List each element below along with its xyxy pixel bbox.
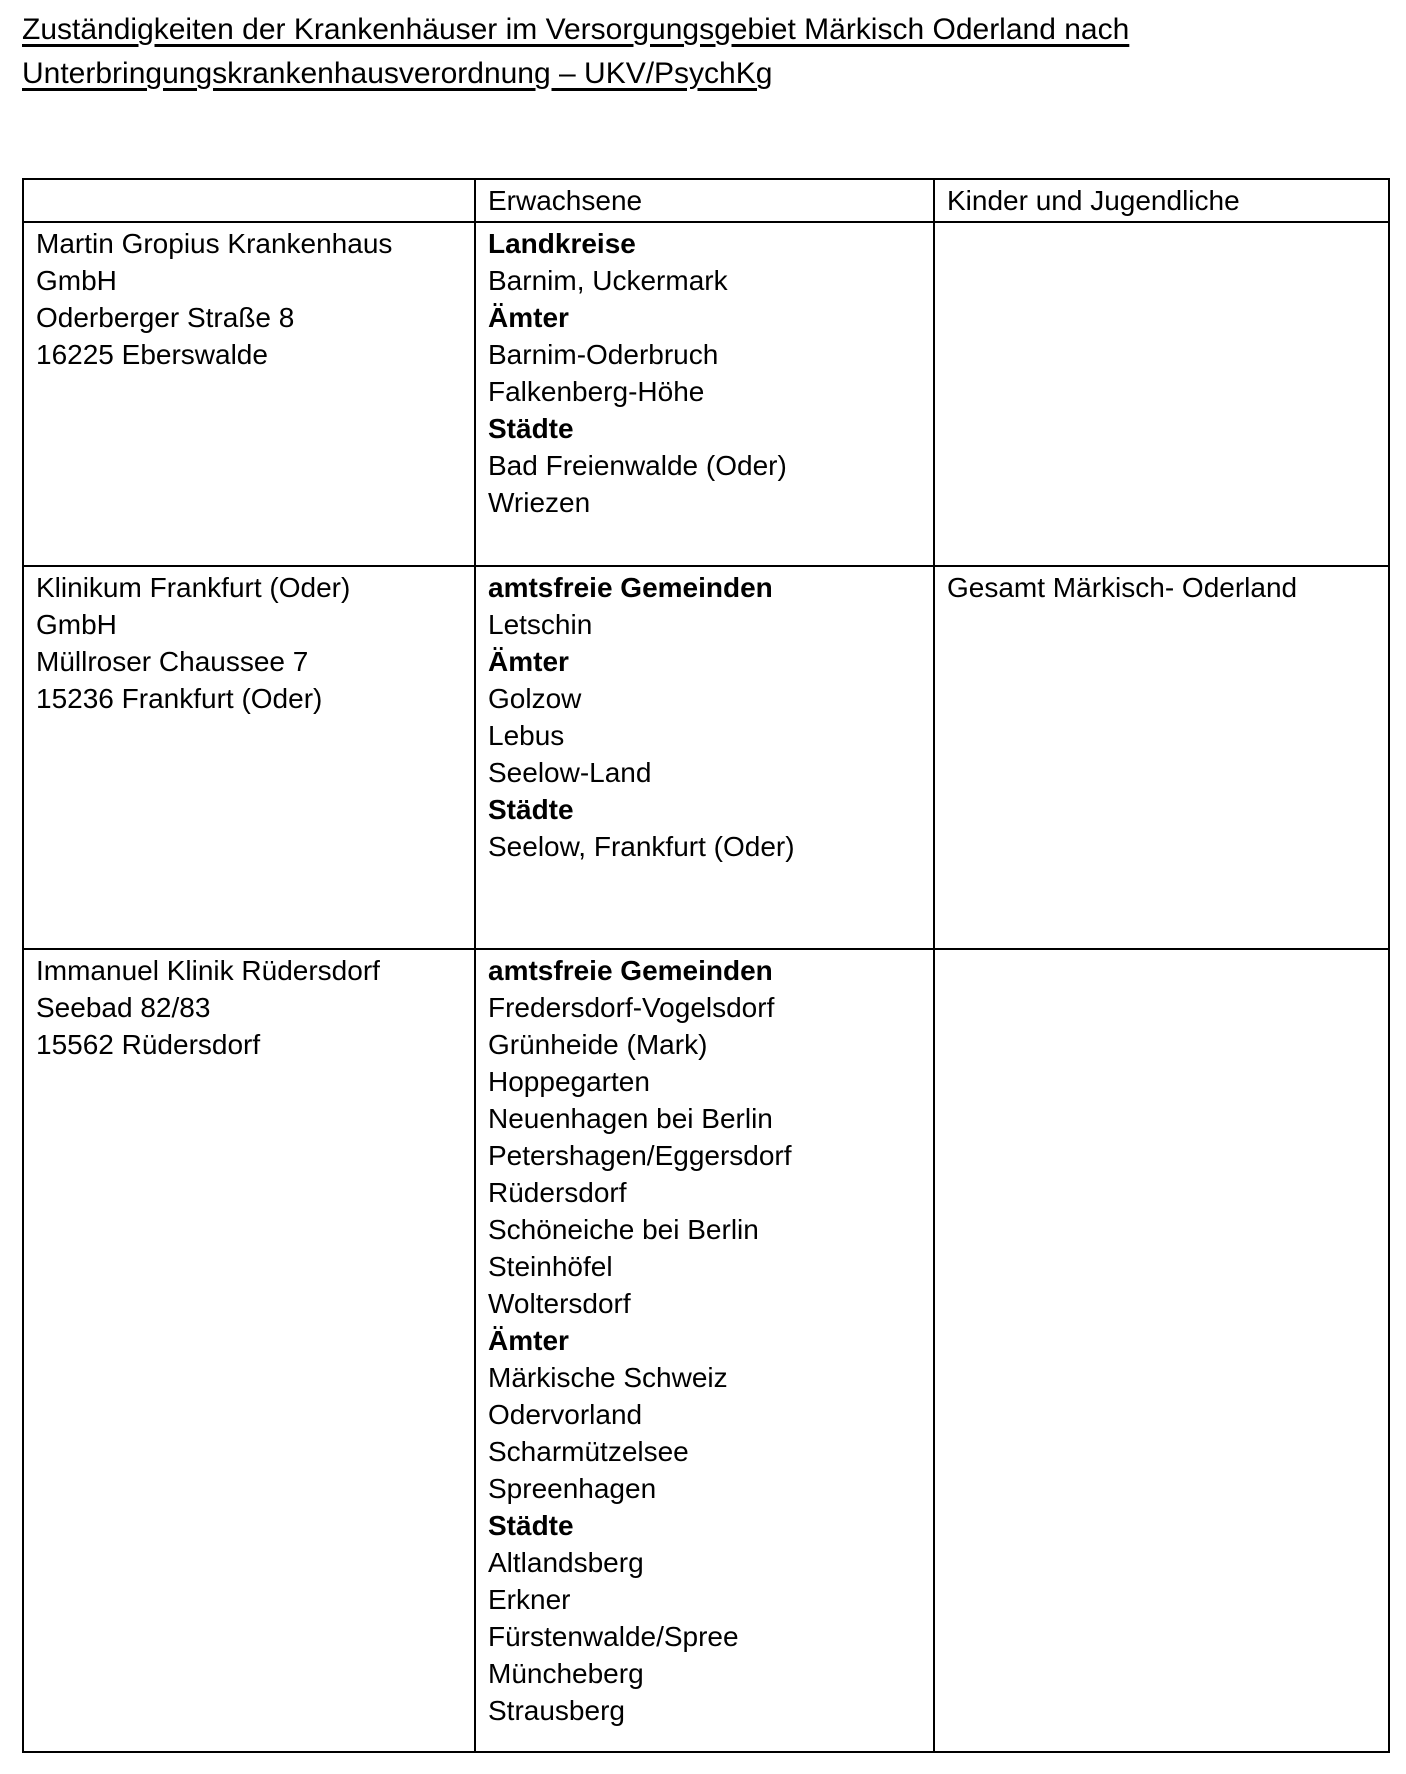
cell-line: Seelow-Land: [488, 757, 652, 788]
cell-line: Klinikum Frankfurt (Oder): [36, 572, 351, 603]
table-row-klinikum-frankfurt: [23, 566, 1389, 949]
cell-line: Woltersdorf: [488, 1288, 631, 1319]
cell-line: Seelow, Frankfurt (Oder): [488, 831, 795, 862]
cell-line: Müncheberg: [488, 1658, 644, 1689]
cell-line: Wriezen: [488, 487, 591, 518]
cell-line: GmbH: [36, 265, 117, 296]
cell-line: Strausberg: [488, 1695, 625, 1726]
cell-line: Schöneiche bei Berlin: [488, 1214, 759, 1245]
cell-line: Letschin: [488, 609, 593, 640]
cell-line: Hoppegarten: [488, 1066, 650, 1097]
cell-line: Martin Gropius Krankenhaus: [36, 228, 393, 259]
table-header-row: [23, 179, 1389, 222]
cell-line: Spreenhagen: [488, 1473, 657, 1504]
cell-line: amtsfreie Gemeinden: [488, 572, 773, 603]
cell-line: Städte: [488, 1510, 574, 1541]
cell-line: Immanuel Klinik Rüdersdorf: [36, 955, 380, 986]
cell-line: Petershagen/Eggersdorf: [488, 1140, 792, 1171]
cell-line: Fredersdorf-Vogelsdorf: [488, 992, 775, 1023]
cell-line: Müllroser Chaussee 7: [36, 646, 309, 677]
table-row-martin-gropius: [23, 222, 1389, 566]
cell-line: Golzow: [488, 683, 582, 714]
header-cell-kinder-und-jugendliche: Kinder und Jugendliche: [934, 179, 1389, 222]
erwachsene-cell: [475, 566, 934, 949]
cell-line: Landkreise: [488, 228, 636, 259]
cell-line: Falkenberg-Höhe: [488, 376, 705, 407]
cell-line: Neuenhagen bei Berlin: [488, 1103, 773, 1134]
erwachsene-cell: [475, 949, 934, 1752]
erwachsene-cell: [475, 222, 934, 566]
kinder-und-jugendliche-cell: [934, 566, 1389, 949]
hospital-address-cell: [23, 222, 475, 566]
cell-line: Märkische Schweiz: [488, 1362, 728, 1393]
hospital-address-cell: [23, 949, 475, 1752]
cell-line: Grünheide (Mark): [488, 1029, 708, 1060]
cell-line: Bad Freienwalde (Oder): [488, 450, 787, 481]
cell-line: Oderberger Straße 8: [36, 302, 295, 333]
document-title-line-2: Unterbringungskrankenhausverordnung – UKV/PsychKg: [22, 57, 773, 90]
cell-line: Rüdersdorf: [488, 1177, 627, 1208]
cell-line: Altlandsberg: [488, 1547, 644, 1578]
cell-line: Barnim-Oderbruch: [488, 339, 719, 370]
header-cell-hospital: [23, 179, 475, 222]
cell-line: Seebad 82/83: [36, 992, 211, 1023]
cell-line: Ämter: [488, 302, 569, 333]
cell-line: Städte: [488, 794, 574, 825]
document-title-line-1: Zuständigkeiten der Krankenhäuser im Versorgungsgebiet Märkisch Oderland nach: [22, 13, 1130, 46]
cell-line: Gesamt Märkisch- Oderland: [947, 572, 1298, 603]
header-cell-erwachsene: Erwachsene: [475, 179, 934, 222]
kinder-und-jugendliche-cell: [934, 222, 1389, 566]
cell-line: Ämter: [488, 646, 569, 677]
cell-line: Barnim, Uckermark: [488, 265, 728, 296]
cell-line: amtsfreie Gemeinden: [488, 955, 773, 986]
table-row-immanuel-klinik: [23, 949, 1389, 1752]
cell-line: Steinhöfel: [488, 1251, 613, 1282]
cell-line: 15236 Frankfurt (Oder): [36, 683, 323, 714]
kinder-und-jugendliche-cell: [934, 949, 1389, 1752]
responsibilities-table: [22, 178, 1390, 1753]
cell-line: 16225 Eberswalde: [36, 339, 268, 370]
cell-line: Lebus: [488, 720, 565, 751]
cell-line: Scharmützelsee: [488, 1436, 689, 1467]
cell-line: GmbH: [36, 609, 117, 640]
cell-line: Ämter: [488, 1325, 569, 1356]
document-title: [22, 8, 1129, 96]
hospital-address-cell: [23, 566, 475, 949]
cell-line: Städte: [488, 413, 574, 444]
cell-line: Odervorland: [488, 1399, 643, 1430]
cell-line: Fürstenwalde/Spree: [488, 1621, 739, 1652]
cell-line: 15562 Rüdersdorf: [36, 1029, 261, 1060]
cell-line: Erkner: [488, 1584, 571, 1615]
